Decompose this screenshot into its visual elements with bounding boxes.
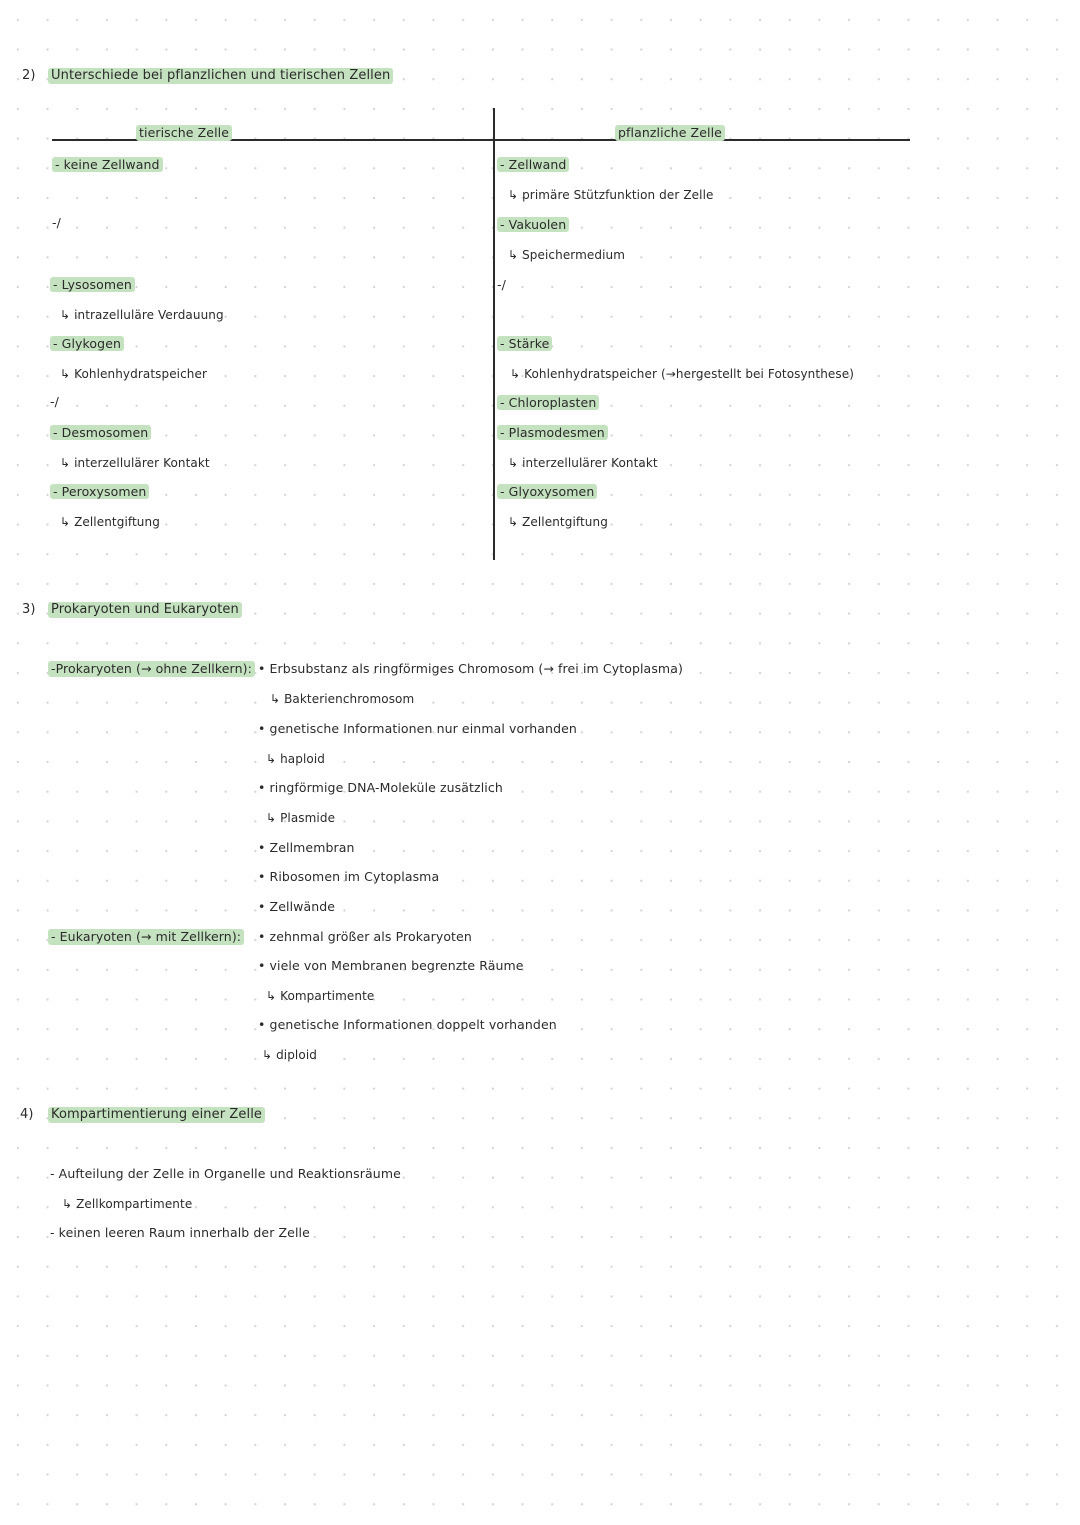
compartment-subpoint: ↳ Zellkompartimente	[62, 1197, 193, 1211]
section-2-number: 2)	[22, 68, 36, 83]
prokaryote-point: • Zellmembran	[258, 840, 355, 855]
table-vertical-rule	[493, 108, 495, 560]
eukaryote-subpoint: ↳ Kompartimente	[266, 989, 375, 1003]
animal-subitem: ↳ Zellentgiftung	[60, 515, 160, 529]
animal-subitem: ↳ Kohlenhydratspeicher	[60, 367, 208, 381]
prokaryote-point: • ringförmige DNA-Moleküle zusätzlich	[258, 780, 503, 795]
plant-subitem: ↳ Zellentgiftung	[508, 515, 608, 529]
animal-subitem: ↳ intrazelluläre Verdauung	[60, 308, 224, 322]
eukaryote-point: • genetische Informationen doppelt vorhanden	[258, 1017, 557, 1032]
plant-subitem: ↳ Kohlenhydratspeicher (→hergestellt bei Fotosynthese)	[510, 367, 855, 381]
eukaryotes-label: - Eukaryoten (→ mit Zellkern):	[48, 929, 244, 945]
section-3-number: 3)	[22, 602, 36, 617]
section-4-heading: Kompartimentierung einer Zelle	[48, 1107, 265, 1123]
section-4-number: 4)	[20, 1107, 34, 1122]
left-column-header: tierische Zelle	[136, 125, 232, 141]
animal-item: -/	[52, 215, 61, 230]
plant-subitem: ↳ primäre Stützfunktion der Zelle	[508, 188, 714, 202]
plant-item: - Vakuolen	[497, 217, 569, 233]
prokaryotes-label: -Prokaryoten (→ ohne Zellkern):	[48, 661, 255, 677]
animal-item: - Peroxysomen	[50, 484, 149, 500]
plant-item: - Plasmodesmen	[497, 425, 608, 441]
animal-item: - Lysosomen	[50, 277, 135, 293]
plant-subitem: ↳ interzellulärer Kontakt	[508, 456, 658, 470]
plant-item: - Glyoxysomen	[497, 484, 597, 500]
prokaryote-point: • genetische Informationen nur einmal vorhanden	[258, 721, 577, 736]
prokaryote-point: • Zellwände	[258, 899, 336, 914]
animal-item: - keine Zellwand	[52, 157, 163, 173]
eukaryote-point: • viele von Membranen begrenzte Räume	[258, 958, 524, 973]
compartment-point: - Aufteilung der Zelle in Organelle und Reaktionsräume	[50, 1166, 401, 1181]
animal-subitem: ↳ interzellulärer Kontakt	[60, 456, 210, 470]
plant-item: -/	[497, 277, 506, 292]
right-column-header: pflanzliche Zelle	[615, 125, 725, 141]
animal-item: - Glykogen	[50, 336, 124, 352]
eukaryote-subpoint: ↳ diploid	[262, 1048, 317, 1062]
prokaryote-point: • Ribosomen im Cytoplasma	[258, 869, 440, 884]
prokaryote-point: • Erbsubstanz als ringförmiges Chromosom (→ frei im Cytoplasma)	[258, 661, 683, 676]
section-3-heading: Prokaryoten und Eukaryoten	[48, 602, 242, 618]
section-2-heading: Unterschiede bei pflanzlichen und tierischen Zellen	[48, 68, 393, 84]
plant-item: - Chloroplasten	[497, 395, 599, 411]
plant-item: - Stärke	[497, 336, 552, 352]
prokaryote-subpoint: ↳ haploid	[266, 752, 325, 766]
animal-item: - Desmosomen	[50, 425, 151, 441]
eukaryote-point: • zehnmal größer als Prokaryoten	[258, 929, 472, 944]
prokaryote-subpoint: ↳ Plasmide	[266, 811, 336, 825]
compartment-point: - keinen leeren Raum innerhalb der Zelle	[50, 1225, 310, 1240]
plant-subitem: ↳ Speichermedium	[508, 248, 626, 262]
plant-item: - Zellwand	[497, 157, 569, 173]
prokaryote-subpoint: ↳ Bakterienchromosom	[270, 692, 415, 706]
animal-item: -/	[50, 394, 59, 409]
